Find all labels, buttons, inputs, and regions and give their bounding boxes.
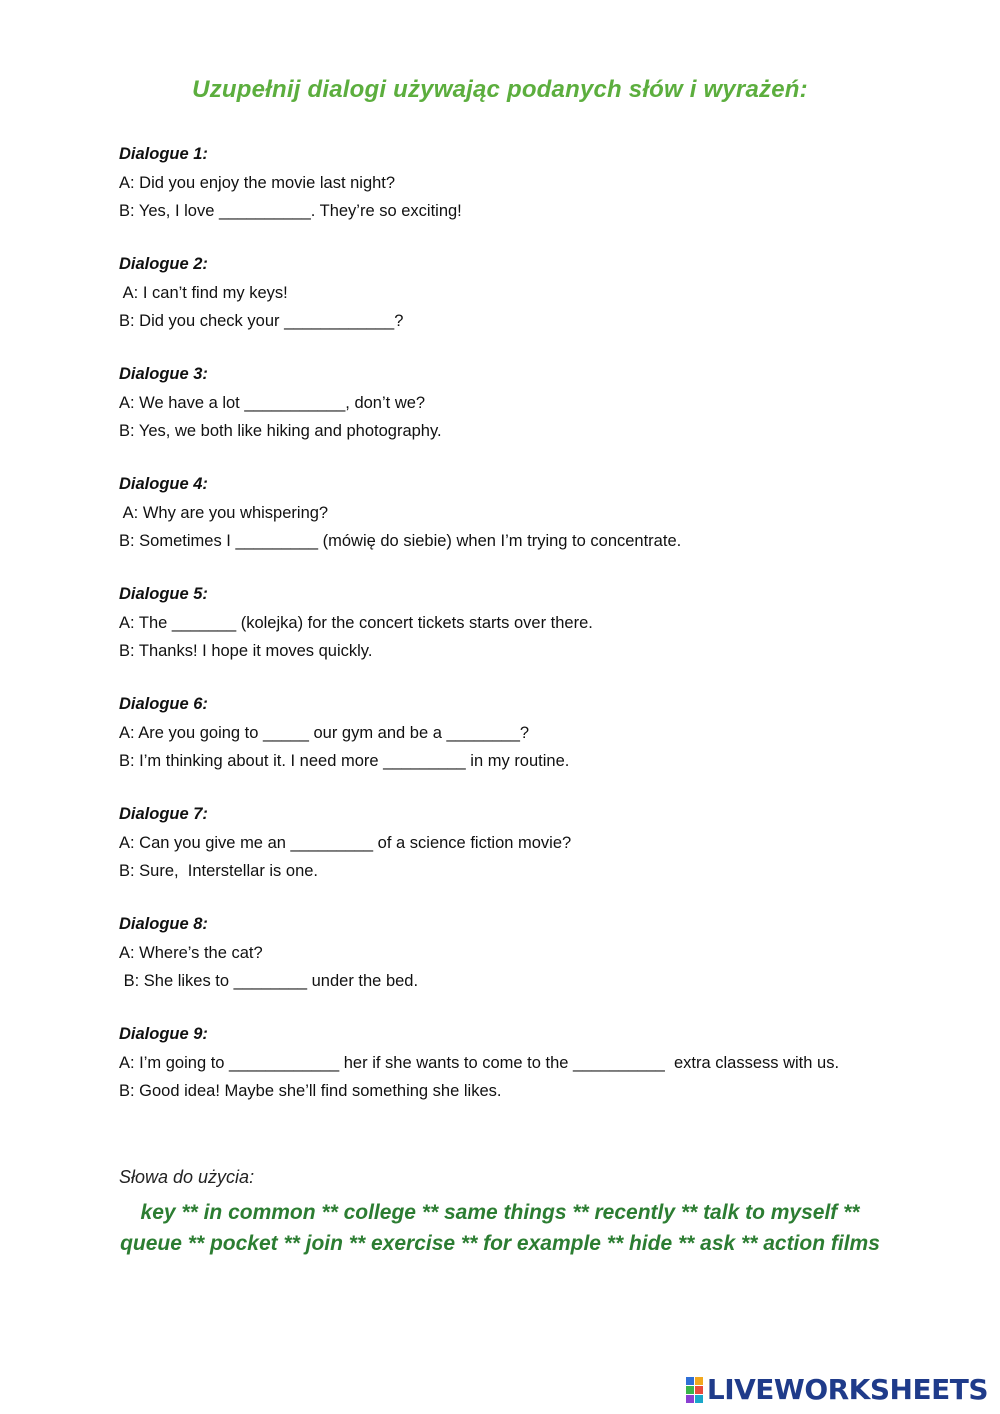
dialogue-list <box>119 142 919 1132</box>
dialogue-heading: Dialogue 5: <box>119 585 208 603</box>
dialogue-heading: Dialogue 4: <box>119 475 208 493</box>
brand-mark-square <box>686 1386 694 1394</box>
word-bank-label: Słowa do użycia: <box>119 1167 255 1187</box>
dialogue-line-a: A: I’m going to ____________ her if she wants to come to the __________ extra classess with us. <box>119 1054 840 1072</box>
brand-name: LIVEWORKSHEETS <box>706 1373 988 1406</box>
dialogue-line-a: A: Can you give me an _________ of a science fiction movie? <box>119 834 572 852</box>
dialogue-6 <box>119 692 919 775</box>
brand-mark-square <box>686 1395 694 1403</box>
dialogue-line-a: A: Why are you whispering? <box>119 504 329 522</box>
dialogue-line-b: B: I’m thinking about it. I need more _________ in my routine. <box>119 752 570 770</box>
dialogue-line-b: B: She likes to ________ under the bed. <box>119 972 419 990</box>
dialogue-7 <box>119 802 919 885</box>
brand-mark-square <box>695 1377 703 1385</box>
brand-mark-icon <box>686 1377 703 1403</box>
dialogue-9 <box>119 1022 919 1105</box>
dialogue-heading: Dialogue 6: <box>119 695 208 713</box>
dialogue-line-b: B: Did you check your ____________? <box>119 312 404 330</box>
page-title: Uzupełnij dialogi używając podanych słów i wyrażeń: <box>192 76 808 103</box>
dialogue-8 <box>119 912 919 995</box>
dialogue-line-a: A: We have a lot ___________, don’t we? <box>119 394 426 412</box>
word-bank: key ** in common ** college ** same things ** recently ** talk to myself ** queue ** pocket ** join ** exercise ** for example ** hide ** ask ** action films <box>120 1201 880 1255</box>
dialogue-line-a: A: The _______ (kolejka) for the concert tickets starts over there. <box>119 614 593 632</box>
dialogue-line-a: A: Are you going to _____ our gym and be a ________? <box>119 724 530 742</box>
dialogue-heading: Dialogue 3: <box>119 365 208 383</box>
brand-mark-square <box>686 1377 694 1385</box>
brand-mark-square <box>695 1386 703 1394</box>
dialogue-line-a: A: I can’t find my keys! <box>119 284 288 302</box>
dialogue-heading: Dialogue 1: <box>119 145 208 163</box>
dialogue-heading: Dialogue 2: <box>119 255 208 273</box>
dialogue-1 <box>119 142 919 225</box>
dialogue-line-b: B: Yes, we both like hiking and photography. <box>119 422 442 440</box>
dialogue-5 <box>119 582 919 665</box>
dialogue-3 <box>119 362 919 445</box>
dialogue-4 <box>119 472 919 555</box>
dialogue-line-b: B: Yes, I love __________. They’re so exciting! <box>119 202 462 220</box>
dialogue-line-b: B: Sure, Interstellar is one. <box>119 862 319 880</box>
dialogue-heading: Dialogue 8: <box>119 915 208 933</box>
dialogue-heading: Dialogue 7: <box>119 805 208 823</box>
liveworksheets-logo[interactable] <box>686 1373 988 1406</box>
dialogue-line-a: A: Did you enjoy the movie last night? <box>119 174 396 192</box>
brand-mark-square <box>695 1395 703 1403</box>
dialogue-2 <box>119 252 919 335</box>
dialogue-line-b: B: Sometimes I _________ (mówię do siebie) when I’m trying to concentrate. <box>119 532 682 550</box>
dialogue-heading: Dialogue 9: <box>119 1025 208 1043</box>
dialogue-line-b: B: Good idea! Maybe she’ll find something she likes. <box>119 1082 502 1100</box>
dialogue-line-b: B: Thanks! I hope it moves quickly. <box>119 642 373 660</box>
dialogue-line-a: A: Where’s the cat? <box>119 944 263 962</box>
